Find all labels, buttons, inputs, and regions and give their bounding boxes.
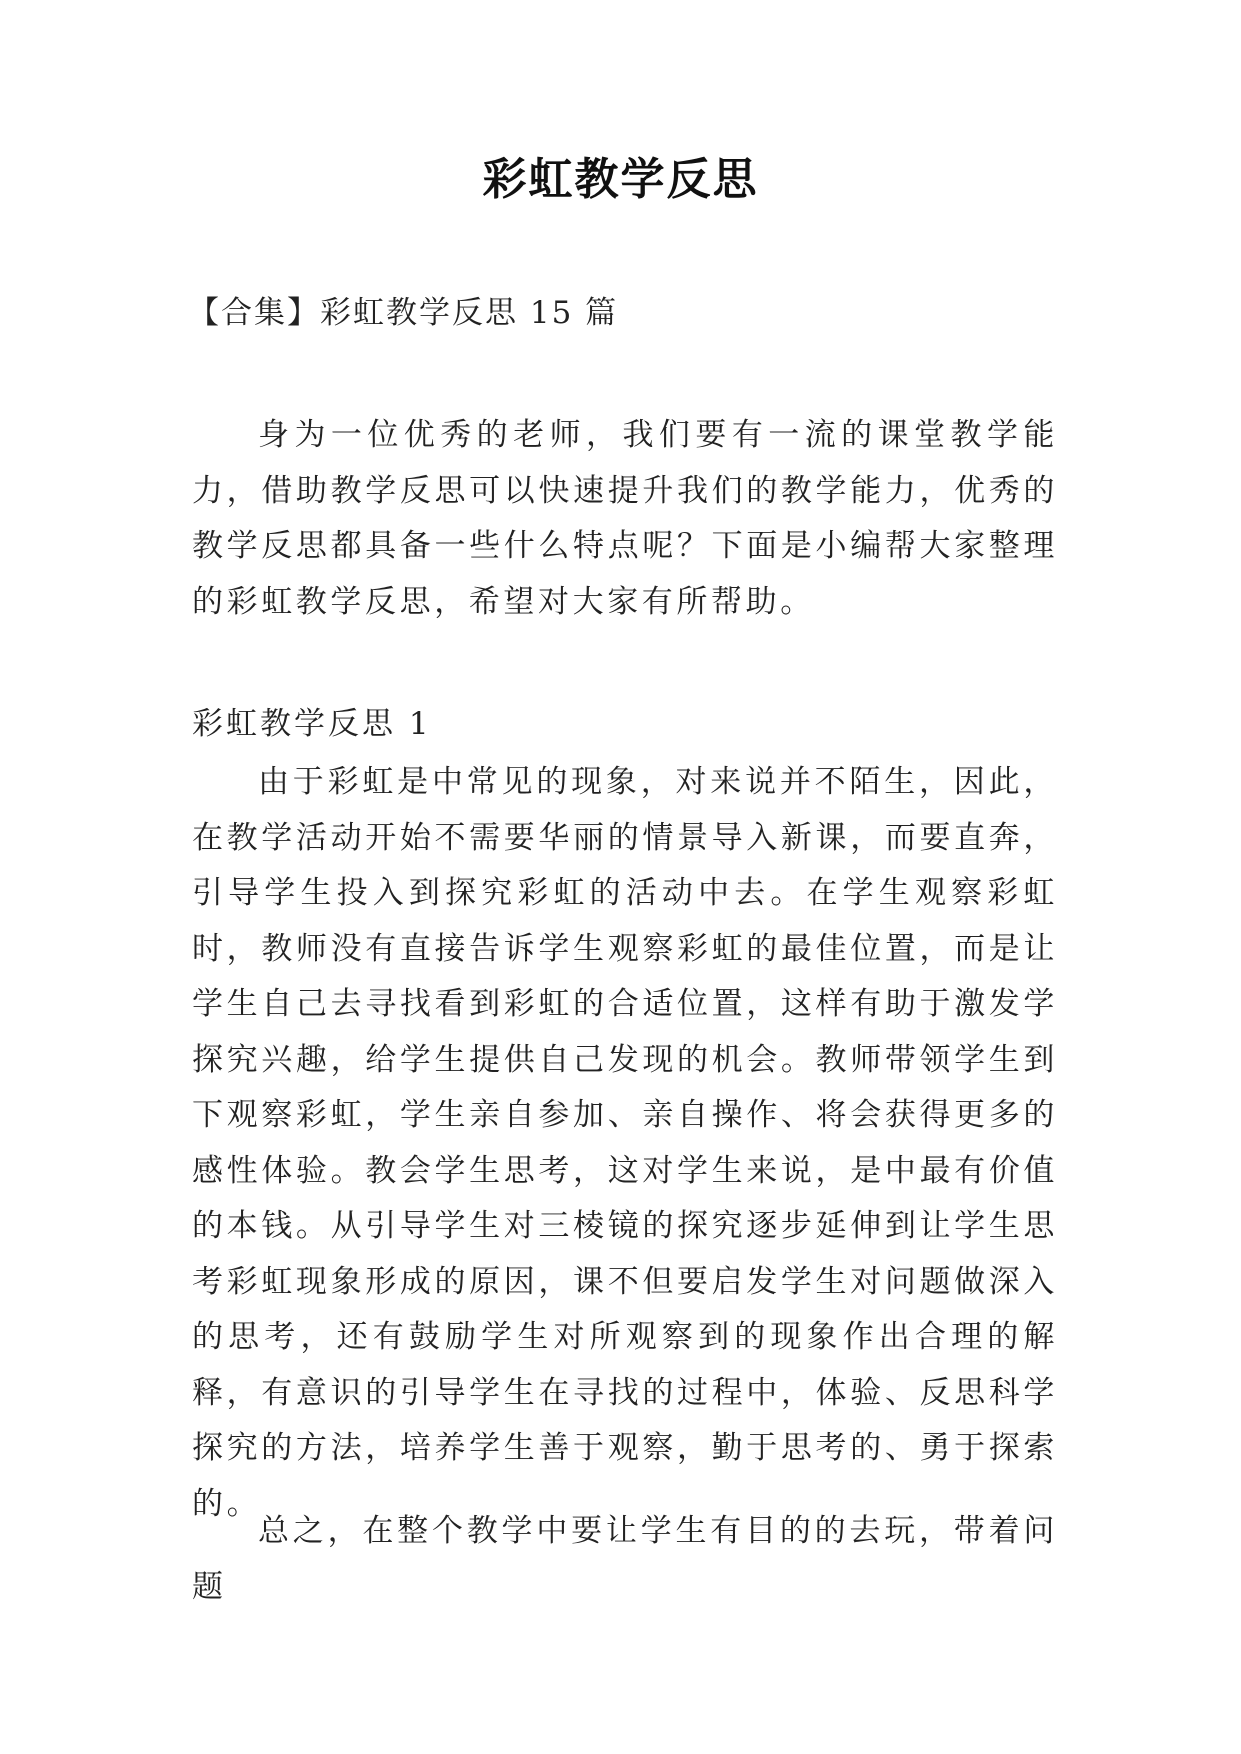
- document-subtitle: 【合集】彩虹教学反思 15 篇: [188, 295, 619, 331]
- body-paragraph-2: 总之，在整个教学中要让学生有目的的去玩，带着问题: [192, 1513, 1058, 1605]
- section-heading: 彩虹教学反思 1: [192, 706, 432, 742]
- intro-paragraph: 身为一位优秀的老师，我们要有一流的课堂教学能力，借助教学反思可以快速提升我们的教学能力，优秀的教学反思都具备一些什么特点呢？下面是小编帮大家整理的彩虹教学反思，希望对大家有所帮助。: [192, 417, 1058, 620]
- document-title: 彩虹教学反思: [482, 154, 759, 205]
- body-paragraph-1: 由于彩虹是中常见的现象，对来说并不陌生，因此，在教学活动开始不需要华丽的情景导入新课，而要直奔，引导学生投入到探究彩虹的活动中去。在学生观察彩虹时，教师没有直接告诉学生观察彩虹的最佳位置，而是让学生自己去寻找看到彩虹的合适位置，这样有助于激发学探究兴趣，给学生提供自己发现的机会。教师带领学生到下观察彩虹，学生亲自参加、亲自操作、将会获得更多的感性体验。教会学生思考，这对学生来说，是中最有价值的本钱。从引导学生对三棱镜的探究逐步延伸到让学生思考彩虹现象形成的原因，课不但要启发学生对问题做深入的思考，还有鼓励学生对所观察到的现象作出合理的解释，有意识的引导学生在寻找的过程中，体验、反思科学探究的方法，培养学生善于观察，勤于思考的、勇于探索的。: [192, 764, 1058, 1522]
